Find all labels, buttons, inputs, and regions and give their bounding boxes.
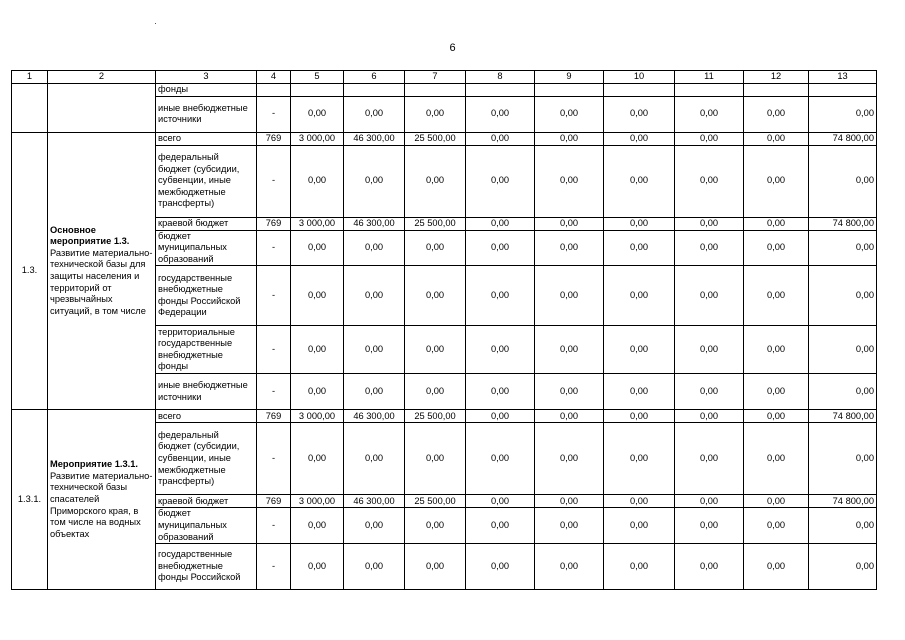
value-cell: 0,00 — [604, 326, 675, 374]
value-cell: 0,00 — [675, 96, 744, 132]
value-cell: 0,00 — [344, 508, 405, 544]
value-cell: 0,00 — [675, 132, 744, 145]
source-cell: федеральный бюджет (субсидии, субвенции, иные межбюджетные трансферты) — [156, 145, 257, 217]
value-cell: 0,00 — [291, 326, 344, 374]
value-cell: 0,00 — [744, 132, 809, 145]
budget-table — [11, 70, 877, 590]
value-cell: 0,00 — [344, 374, 405, 410]
source-cell: всего — [156, 410, 257, 423]
column-header: 1 — [12, 71, 48, 84]
value-cell: 0,00 — [604, 217, 675, 230]
source-cell: территориальные государственные внебюджетные фонды — [156, 326, 257, 374]
column-header: 12 — [744, 71, 809, 84]
name-cell — [48, 83, 156, 132]
value-cell: - — [257, 544, 291, 590]
header-row — [12, 71, 877, 84]
value-cell: 0,00 — [466, 544, 535, 590]
source-cell: краевой бюджет — [156, 217, 257, 230]
value-cell: 0,00 — [675, 508, 744, 544]
value-cell: 0,00 — [535, 410, 604, 423]
value-cell: 3 000,00 — [291, 132, 344, 145]
value-cell: 0,00 — [405, 230, 466, 266]
table-row — [12, 132, 877, 145]
event-description: Развитие материально-технической базы для защиты населения и территорий от чрезвычайных ситуаций, в том числе — [50, 247, 153, 316]
value-cell: 0,00 — [809, 266, 877, 326]
value-cell — [604, 83, 675, 96]
value-cell: 0,00 — [744, 266, 809, 326]
value-cell: 0,00 — [466, 326, 535, 374]
value-cell: 769 — [257, 495, 291, 508]
column-header: 6 — [344, 71, 405, 84]
value-cell: 0,00 — [405, 423, 466, 495]
value-cell: 0,00 — [535, 217, 604, 230]
value-cell: 25 500,00 — [405, 495, 466, 508]
source-cell: федеральный бюджет (субсидии, субвенции, иные межбюджетные трансферты) — [156, 423, 257, 495]
value-cell: 0,00 — [604, 374, 675, 410]
value-cell — [466, 83, 535, 96]
value-cell: 0,00 — [466, 96, 535, 132]
value-cell: 0,00 — [809, 230, 877, 266]
value-cell: 46 300,00 — [344, 217, 405, 230]
value-cell: 0,00 — [344, 326, 405, 374]
value-cell — [675, 83, 744, 96]
value-cell: 0,00 — [744, 230, 809, 266]
value-cell: 0,00 — [744, 96, 809, 132]
value-cell: 0,00 — [405, 96, 466, 132]
value-cell: 0,00 — [809, 145, 877, 217]
value-cell: - — [257, 266, 291, 326]
value-cell: 0,00 — [291, 145, 344, 217]
value-cell: 0,00 — [675, 423, 744, 495]
value-cell: 0,00 — [405, 544, 466, 590]
value-cell — [535, 83, 604, 96]
value-cell: 769 — [257, 217, 291, 230]
value-cell: 0,00 — [675, 410, 744, 423]
name-cell — [48, 410, 156, 590]
value-cell: 0,00 — [535, 96, 604, 132]
value-cell: 0,00 — [604, 544, 675, 590]
value-cell: 769 — [257, 132, 291, 145]
value-cell: 0,00 — [604, 230, 675, 266]
value-cell: 3 000,00 — [291, 495, 344, 508]
value-cell: 0,00 — [744, 374, 809, 410]
column-header: 5 — [291, 71, 344, 84]
value-cell — [257, 83, 291, 96]
column-header: 13 — [809, 71, 877, 84]
value-cell: 0,00 — [675, 266, 744, 326]
event-title: Основное мероприятие 1.3. — [50, 224, 130, 247]
table-row — [12, 83, 877, 96]
value-cell: 0,00 — [291, 423, 344, 495]
value-cell: 0,00 — [535, 266, 604, 326]
source-cell: всего — [156, 132, 257, 145]
value-cell: - — [257, 230, 291, 266]
value-cell: 0,00 — [405, 145, 466, 217]
value-cell: 0,00 — [535, 132, 604, 145]
table-body — [12, 71, 877, 590]
value-cell: 0,00 — [535, 145, 604, 217]
value-cell — [405, 83, 466, 96]
event-title: Мероприятие 1.3.1. — [50, 459, 138, 470]
table-row — [12, 410, 877, 423]
value-cell: 0,00 — [291, 508, 344, 544]
value-cell: 0,00 — [291, 374, 344, 410]
value-cell: 0,00 — [466, 132, 535, 145]
value-cell: 25 500,00 — [405, 132, 466, 145]
value-cell: 0,00 — [291, 230, 344, 266]
value-cell: 0,00 — [344, 96, 405, 132]
value-cell: 0,00 — [405, 266, 466, 326]
value-cell: 0,00 — [604, 145, 675, 217]
value-cell: 0,00 — [809, 544, 877, 590]
value-cell: 0,00 — [744, 217, 809, 230]
value-cell: 0,00 — [744, 326, 809, 374]
value-cell: 0,00 — [604, 132, 675, 145]
column-header: 8 — [466, 71, 535, 84]
value-cell: 0,00 — [466, 423, 535, 495]
value-cell: 0,00 — [535, 326, 604, 374]
value-cell: 0,00 — [809, 326, 877, 374]
value-cell: 0,00 — [405, 508, 466, 544]
value-cell: 0,00 — [744, 145, 809, 217]
value-cell: 0,00 — [535, 544, 604, 590]
value-cell: 0,00 — [604, 96, 675, 132]
value-cell: 0,00 — [466, 217, 535, 230]
value-cell: 25 500,00 — [405, 410, 466, 423]
value-cell: 74 800,00 — [809, 495, 877, 508]
value-cell: 0,00 — [466, 230, 535, 266]
value-cell: 769 — [257, 410, 291, 423]
value-cell: 74 800,00 — [809, 132, 877, 145]
value-cell: 0,00 — [675, 145, 744, 217]
value-cell: 0,00 — [291, 96, 344, 132]
value-cell — [809, 83, 877, 96]
value-cell — [291, 83, 344, 96]
value-cell: 0,00 — [675, 230, 744, 266]
scan-speck — [155, 23, 156, 24]
column-header: 2 — [48, 71, 156, 84]
column-header: 7 — [405, 71, 466, 84]
value-cell: 0,00 — [535, 423, 604, 495]
value-cell: 46 300,00 — [344, 132, 405, 145]
value-cell: 0,00 — [604, 423, 675, 495]
value-cell: 0,00 — [604, 508, 675, 544]
name-cell — [48, 132, 156, 410]
value-cell: 0,00 — [809, 508, 877, 544]
value-cell: 0,00 — [675, 326, 744, 374]
value-cell: 0,00 — [344, 423, 405, 495]
value-cell: 0,00 — [604, 495, 675, 508]
source-cell: бюджет муниципальных образований — [156, 508, 257, 544]
value-cell: 0,00 — [466, 495, 535, 508]
value-cell: - — [257, 423, 291, 495]
value-cell: 0,00 — [344, 544, 405, 590]
source-cell: государственные внебюджетные фонды Российской — [156, 544, 257, 590]
source-cell: иные внебюджетные источники — [156, 374, 257, 410]
source-cell: государственные внебюджетные фонды Российской Федерации — [156, 266, 257, 326]
value-cell: 3 000,00 — [291, 410, 344, 423]
value-cell: 0,00 — [744, 544, 809, 590]
column-header: 9 — [535, 71, 604, 84]
column-header: 10 — [604, 71, 675, 84]
source-cell: иные внебюджетные источники — [156, 96, 257, 132]
value-cell: 46 300,00 — [344, 495, 405, 508]
value-cell: 0,00 — [535, 495, 604, 508]
value-cell: 0,00 — [675, 217, 744, 230]
value-cell: 0,00 — [466, 145, 535, 217]
value-cell: 0,00 — [744, 508, 809, 544]
value-cell: 46 300,00 — [344, 410, 405, 423]
value-cell: 74 800,00 — [809, 410, 877, 423]
code-cell: 1.3. — [12, 132, 48, 410]
value-cell: 0,00 — [405, 374, 466, 410]
value-cell: 0,00 — [604, 266, 675, 326]
column-header: 4 — [257, 71, 291, 84]
value-cell: 74 800,00 — [809, 217, 877, 230]
value-cell: 0,00 — [466, 266, 535, 326]
event-description: Развитие материально-технической базы спасателей Приморского края, в том числе на водных объектах — [50, 470, 153, 539]
value-cell: 0,00 — [535, 508, 604, 544]
value-cell: 0,00 — [744, 423, 809, 495]
page-number: 6 — [449, 42, 456, 54]
source-cell: краевой бюджет — [156, 495, 257, 508]
column-header: 11 — [675, 71, 744, 84]
value-cell: - — [257, 326, 291, 374]
value-cell: 0,00 — [466, 374, 535, 410]
value-cell: - — [257, 508, 291, 544]
value-cell: - — [257, 374, 291, 410]
value-cell: - — [257, 145, 291, 217]
value-cell: 0,00 — [675, 495, 744, 508]
value-cell: 25 500,00 — [405, 217, 466, 230]
value-cell: - — [257, 96, 291, 132]
value-cell: 0,00 — [809, 374, 877, 410]
code-cell — [12, 83, 48, 132]
value-cell: 0,00 — [535, 230, 604, 266]
value-cell: 0,00 — [675, 544, 744, 590]
code-cell: 1.3.1. — [12, 410, 48, 590]
value-cell: 0,00 — [809, 96, 877, 132]
value-cell: 0,00 — [809, 423, 877, 495]
value-cell: 0,00 — [344, 230, 405, 266]
value-cell: 0,00 — [535, 374, 604, 410]
value-cell: 0,00 — [344, 266, 405, 326]
source-cell: фонды — [156, 83, 257, 96]
column-header: 3 — [156, 71, 257, 84]
value-cell: 0,00 — [744, 410, 809, 423]
value-cell — [344, 83, 405, 96]
value-cell: 0,00 — [466, 508, 535, 544]
value-cell: 0,00 — [291, 266, 344, 326]
value-cell: 3 000,00 — [291, 217, 344, 230]
source-cell: бюджет муниципальных образований — [156, 230, 257, 266]
value-cell: 0,00 — [604, 410, 675, 423]
value-cell: 0,00 — [744, 495, 809, 508]
value-cell — [744, 83, 809, 96]
value-cell: 0,00 — [291, 544, 344, 590]
value-cell: 0,00 — [344, 145, 405, 217]
value-cell: 0,00 — [466, 410, 535, 423]
value-cell: 0,00 — [405, 326, 466, 374]
value-cell: 0,00 — [675, 374, 744, 410]
